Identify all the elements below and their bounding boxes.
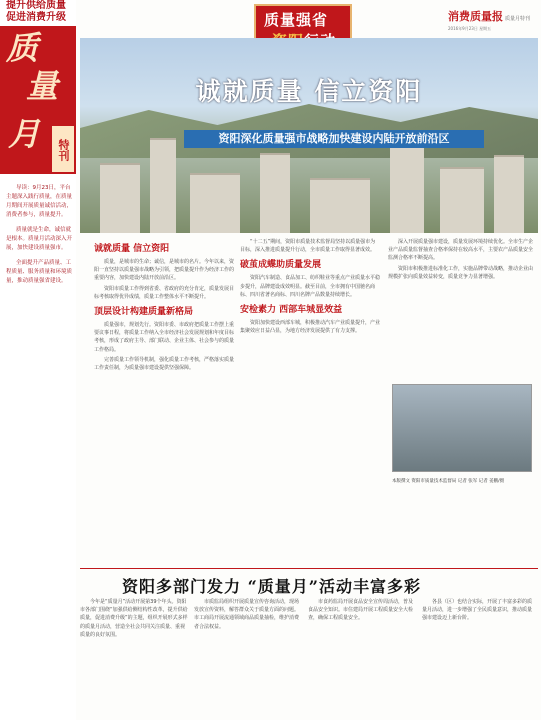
paper-tag: 质量月特刊 (505, 16, 531, 22)
article-paragraph: 资阳加快建设西部车城，积极推动汽车产业质量提升，产业集聚效应日益凸显，为地方经济发展提供了有力支撑。 (240, 320, 380, 335)
article-paragraph: 资阳市质量工作得到省委、省政府的充分肯定，质量发展目标考核取得优异成绩，质量工作整体水平不断提升。 (94, 285, 234, 300)
article-headline: 诚就质量 信立资阳 (94, 244, 170, 254)
article-paragraph: 质量，是城市的生命；诚信，是城市的名片。今年以来，资阳一直坚持以质量强市战略为引领，把质量提升作为经济工作的重要内容，加快建设内陆开放前沿区。 (94, 259, 234, 282)
sidebar-paragraph: 质量就是生命，诚信就是根本。质量月活动深入开展，加快建设质量强市。 (6, 227, 72, 251)
sidebar-paragraph: 导读：9月23日，平台主题深入践行质量，在质量月期间开展质量诚信活动，消费者参与，质量提升。 (6, 185, 72, 218)
quality-month-banner (0, 26, 76, 174)
building-shape (440, 167, 484, 233)
article-subheadline: 破茧成蝶助质量发展 (240, 260, 322, 271)
article-paragraph: 各县（区）也结合实际，开展了丰富多彩的质量月活动，进一步增强了全民质量意识，推动质量强市建设迈上新台阶。 (422, 599, 533, 622)
article-subheadline: 安检素力 西部车城显效益 (240, 305, 343, 316)
page-header (78, 0, 541, 30)
hero-subtitle: 资阳深化质量强市战略加快建设内陆开放前沿区 (184, 130, 484, 148)
article-c (388, 238, 536, 378)
bottom-column-3 (308, 598, 416, 716)
article-paragraph: 资阳市积极推进标准化工作，实施品牌带动战略，推动企业由规模扩张向质量效益转变，质量竞争力显著增强。 (388, 265, 534, 280)
hero-cityscape-photo (80, 38, 538, 233)
hero-title-block (80, 38, 538, 106)
banner-char-3: 月 (8, 115, 41, 153)
issue-date: 2016年9月23日 星期五 (448, 26, 492, 31)
paper-name: 消费质量报 (448, 10, 503, 23)
slogan-line-1: 提升供给质量 (6, 0, 66, 11)
building-shape (190, 173, 240, 233)
building-shape (390, 145, 424, 233)
article-b (240, 238, 380, 558)
paper-masthead (448, 8, 530, 24)
photo-caption: 本版撰文 资阳市质量技术监督局 记者 张军 记者 姜鹏/摄 (392, 479, 505, 484)
masthead-slogan (0, 0, 76, 26)
building-shape (150, 138, 176, 233)
bottom-column-4 (422, 598, 536, 716)
banner-char-1: 质 (6, 29, 39, 67)
article-paragraph: 今年是“质量月”活动开展第39个年头。资阳市各部门围绕“加强供给侧结构性改革，提升供给质量，促进消费升级”的主题，组织开展形式多样的质量月活动，营造全社会共同关注质量、重视质量的良好氛围。 (80, 599, 188, 638)
left-sidebar (0, 0, 76, 720)
article-paragraph: 深入开展质量强市建设，质量发展环境持续优化。全市生产企业产品质量监督抽查合格率保持在较高水平，主要农产品质量安全监测合格率不断提高。 (388, 239, 534, 262)
sidebar-intro (6, 184, 72, 484)
banner-char-2: 量 (26, 67, 59, 105)
factory-photo (392, 384, 532, 472)
building-shape (494, 155, 524, 233)
building-shape (260, 153, 290, 233)
sidebar-paragraph: 全面提升产品质量、工程质量、服务质量和环境质量，推动质量强省建设。 (6, 260, 72, 284)
article-subheadline: 顶层设计构建质量新格局 (94, 307, 194, 318)
bottom-column-2 (194, 598, 302, 716)
article-a (94, 238, 234, 558)
article-paragraph: 质量强市，规划先行。资阳市委、市政府把质量工作摆上重要议事日程，将质量工作纳入全市经济社会发展规划和年度目标考核，形成了政府主导、部门联动、企业主体、社会参与的质量工作格局。 (94, 322, 234, 353)
special-edition-tag: 特刊 (52, 126, 74, 172)
section-divider (80, 568, 538, 569)
bottom-headline: 资阳多部门发力 “质量月”活动丰富多彩 (122, 577, 421, 596)
article-paragraph: 资阳汽车制造、食品加工、纺织鞋业等重点产业质量水平稳步提升，品牌建设成效明显。截至目前，全市拥有中国驰名商标、四川省著名商标、四川名牌产品数量持续增长。 (240, 275, 380, 298)
building-shape (100, 163, 140, 233)
article-paragraph: 完善质量工作领导机制，强化质量工作考核，严格落实质量工作责任制，为质量强市建设提供坚强保障。 (94, 356, 234, 372)
article-paragraph: 市食药监局开展食品安全宣传周活动，普及食品安全知识。市住建局开展工程质量安全大检查，确保工程质量安全。 (308, 599, 414, 622)
hero-title: 诚就质量 信立资阳 (195, 77, 423, 106)
article-paragraph: “十二五”期间，资阳市质量技术监督局坚持以质量强市为目标，深入推进质量提升行动，全市质量工作取得显著成效。 (240, 239, 376, 254)
bottom-column-1 (80, 598, 188, 716)
building-shape (310, 178, 370, 233)
article-paragraph: 市质监局组织开展质量宣传咨询活动，现场发放宣传资料，解答群众关于质量方面的问题。市工商局开展流通领域商品质量抽检，维护消费者合法权益。 (194, 599, 300, 630)
ribbon-line-1: 质量强省 (264, 11, 329, 29)
slogan-line-2: 促进消费升级 (6, 12, 66, 23)
